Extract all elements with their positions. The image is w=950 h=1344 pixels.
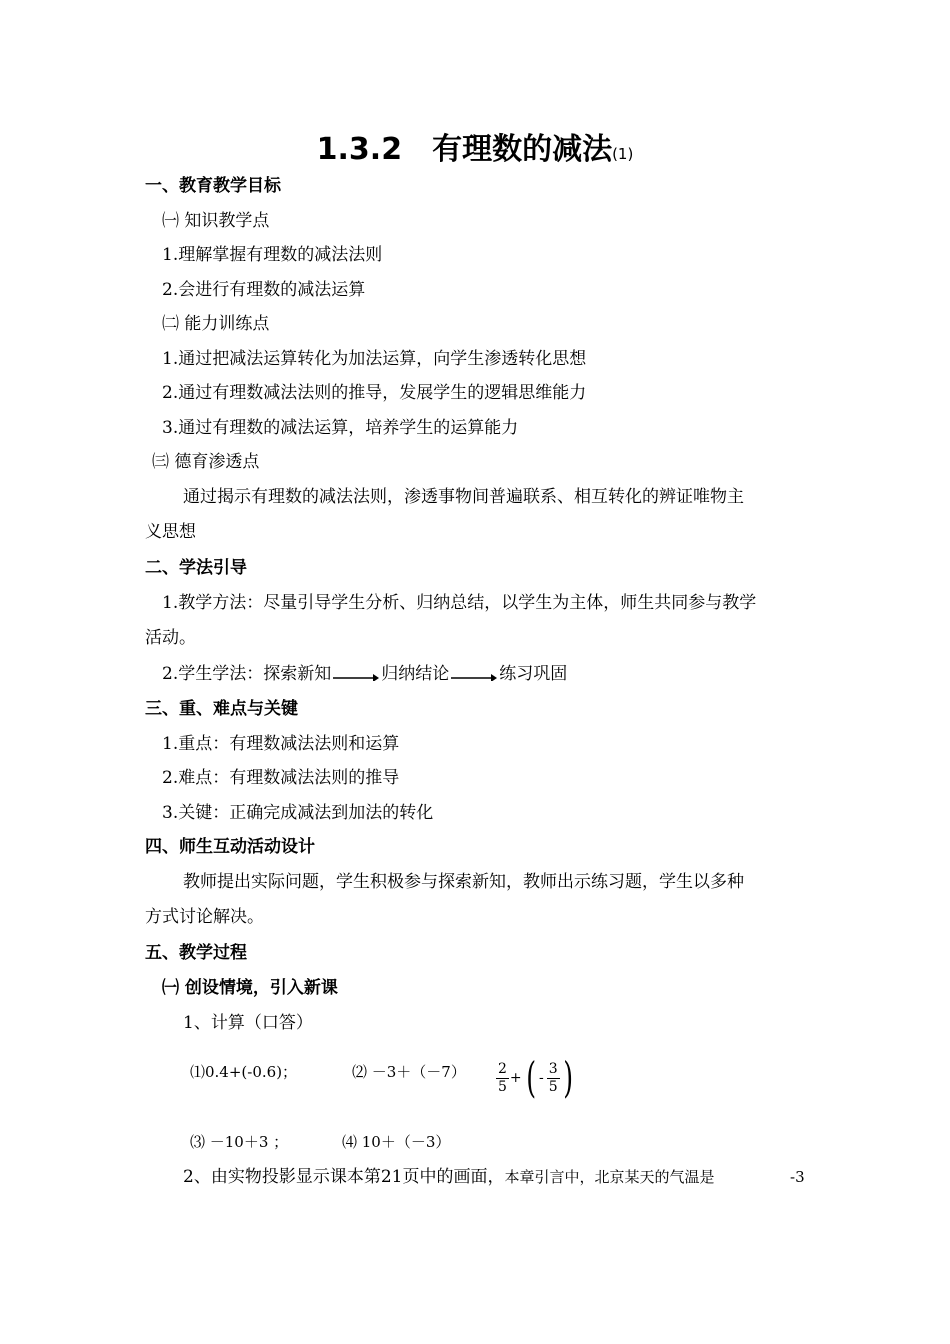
fraction-1-denominator: 5	[498, 1078, 507, 1095]
method-item-2	[162, 663, 567, 685]
subsection-intro: ㈠ 创设情境，引入新课	[162, 978, 338, 998]
exercise-3: ⑶ －10＋3 ；	[190, 1133, 289, 1151]
ability-item-1: 1.通过把减法运算转化为加法运算，向学生渗透转化思想	[162, 349, 587, 369]
fraction-1	[496, 1061, 509, 1096]
plus-sign: +	[509, 1070, 522, 1086]
fraction-expression	[496, 1053, 576, 1103]
ability-item-3: 3.通过有理数的减法运算，培养学生的运算能力	[162, 418, 519, 438]
fraction-2-denominator: 5	[548, 1078, 558, 1095]
projection-text-1: 2、由实物投影显示课本第21页中的画面，	[183, 1167, 505, 1187]
exercise-1: ⑴0.4+(-0.6)；	[190, 1063, 298, 1081]
method-step-conclude: 归纳结论	[381, 664, 450, 684]
difficulty-item: 2.难点：有理数减法法则的推导	[162, 768, 400, 788]
activity-paragraph-line-1: 教师提出实际问题，学生积极参与探索新知，教师出示练习题，学生以多种	[183, 872, 744, 892]
fraction-1-numerator: 2	[498, 1060, 507, 1077]
page-title	[0, 130, 950, 174]
method-item-1-line-2: 活动。	[145, 628, 196, 648]
arrow-right-icon	[333, 669, 379, 681]
section-heading-3: 三、重、难点与关键	[145, 699, 298, 719]
temperature-value: -3	[790, 1168, 805, 1186]
exercise-heading: 1、计算（口答）	[183, 1013, 313, 1033]
key-item: 3.关键：正确完成减法到加法的转化	[162, 803, 434, 823]
method-item-1-line-1: 1.教学方法：尽量引导学生分析、归纳总结，以学生为主体，师生共同参与教学	[162, 593, 757, 613]
activity-paragraph-line-2: 方式讨论解决。	[145, 907, 264, 927]
fraction-2	[547, 1061, 560, 1096]
projection-line	[183, 1166, 714, 1188]
projection-text-2: 本章引言中，北京某天的气温是	[504, 1168, 715, 1186]
ability-item-2: 2.通过有理数减法法则的推导，发展学生的逻辑思维能力	[162, 383, 587, 403]
section-heading-1: 一、教育教学目标	[145, 176, 281, 196]
section-heading-5: 五、教学过程	[145, 943, 247, 963]
negative-sign: -	[539, 1070, 544, 1086]
arrow-right-icon	[451, 669, 497, 681]
method-step-explore: 2.学生学法：探索新知	[162, 664, 332, 684]
knowledge-item-2: 2.会进行有理数的减法运算	[162, 280, 366, 300]
title-main: 1.3.2 有理数的减法	[316, 132, 613, 167]
method-step-practice: 练习巩固	[499, 664, 568, 684]
moral-paragraph-line-1: 通过揭示有理数的减法法则，渗透事物间普遍联系、相互转化的辨证唯物主	[183, 487, 744, 507]
exercise-4: ⑷ 10＋（－3）	[342, 1133, 451, 1151]
left-paren-icon: (	[525, 1053, 536, 1102]
moral-paragraph-line-2: 义思想	[145, 522, 196, 542]
title-sub: (1)	[612, 145, 634, 163]
subsection-knowledge: ㈠ 知识教学点	[162, 211, 270, 231]
right-paren-icon: )	[562, 1053, 573, 1102]
exercise-2: ⑵ －3＋（－7）	[352, 1063, 466, 1081]
subsection-moral: ㈢ 德育渗透点	[152, 452, 260, 472]
section-heading-2: 二、学法引导	[145, 558, 247, 578]
key-point-item: 1.重点：有理数减法法则和运算	[162, 734, 400, 754]
fraction-2-numerator: 3	[548, 1060, 558, 1077]
knowledge-item-1: 1.理解掌握有理数的减法法则	[162, 245, 383, 265]
subsection-ability: ㈡ 能力训练点	[162, 314, 270, 334]
section-heading-4: 四、师生互动活动设计	[145, 837, 315, 857]
